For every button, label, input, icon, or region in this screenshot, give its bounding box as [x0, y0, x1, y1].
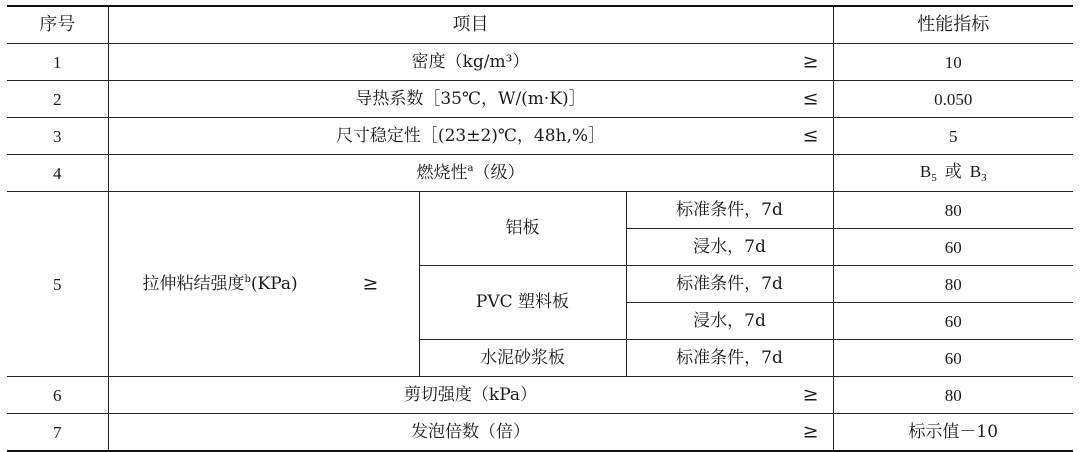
condition-cell: 标准条件，7d — [626, 340, 833, 377]
row-item-cell — [108, 377, 833, 414]
table-row — [7, 81, 1073, 118]
row-item-cell — [108, 81, 833, 118]
row-value: 5 — [833, 118, 1073, 155]
substrate-cement: 水泥砂浆板 — [419, 340, 626, 377]
row-item: 拉伸粘结强度 — [142, 274, 245, 294]
condition-cell: 标准条件，7d — [626, 192, 833, 229]
comparison-symbol: ≤ — [802, 124, 819, 147]
row-item: 燃烧性 — [416, 163, 468, 183]
row-no: 5 — [7, 192, 108, 377]
comparison-symbol: ≥ — [802, 420, 819, 443]
comparison-symbol: ≥ — [362, 272, 379, 295]
comparison-symbol: ≤ — [802, 87, 819, 110]
class-b3-subscript: 3 — [981, 171, 987, 184]
table-row — [7, 44, 1073, 81]
row-no: 2 — [7, 81, 108, 118]
footnote-marker: b — [244, 274, 251, 285]
comparison-symbol: ≥ — [802, 50, 819, 73]
row-value: 标示值－10 — [833, 414, 1073, 452]
or-word: 或 — [944, 161, 962, 182]
row-item-unit: （级） — [473, 163, 525, 183]
footnote-marker: a — [467, 163, 474, 174]
row-no: 1 — [7, 44, 108, 81]
row-no: 6 — [7, 377, 108, 414]
table-row — [7, 155, 1073, 192]
header-item: 项目 — [108, 6, 833, 44]
row-value: 80 — [833, 377, 1073, 414]
row-value: 80 — [833, 192, 1073, 229]
row-value: 80 — [833, 266, 1073, 303]
row-item: 导热系数［35℃，W/(m·K)］ — [355, 88, 586, 109]
row-item: 尺寸稳定性［(23±2)℃，48h,%］ — [335, 125, 606, 146]
comparison-symbol: ≥ — [802, 383, 819, 406]
performance-spec-table — [7, 5, 1073, 452]
substrate-aluminum: 铝板 — [419, 192, 626, 266]
substrate-pvc: PVC 塑料板 — [419, 266, 626, 340]
row-item-cell — [108, 44, 833, 81]
row-item: 密度（kg/m³） — [411, 51, 530, 72]
table-row — [7, 118, 1073, 155]
bond-strength-label — [143, 275, 298, 293]
row-item-cell — [108, 118, 833, 155]
row-value — [833, 155, 1073, 192]
table-header-row — [7, 6, 1073, 44]
header-no: 序号 — [7, 6, 108, 44]
table-row — [7, 377, 1073, 414]
condition-cell: 浸水，7d — [626, 229, 833, 266]
row-no: 7 — [7, 414, 108, 452]
row-value: 0.050 — [833, 81, 1073, 118]
class-b3: B — [969, 161, 982, 181]
table-row — [7, 192, 1073, 229]
row-no: 3 — [7, 118, 108, 155]
condition-cell: 浸水，7d — [626, 303, 833, 340]
row-value: 60 — [833, 303, 1073, 340]
row-item-cell — [108, 414, 833, 452]
table-row — [7, 414, 1073, 452]
row-no: 4 — [7, 155, 108, 192]
row-item-cell — [108, 155, 833, 192]
row-item-cell — [108, 192, 419, 377]
row-value: 60 — [833, 229, 1073, 266]
row-item-unit: (KPa) — [250, 274, 298, 294]
row-item: 发泡倍数（倍） — [411, 421, 530, 442]
row-item: 剪切强度（kPa） — [403, 384, 538, 405]
row-value: 10 — [833, 44, 1073, 81]
row-value: 60 — [833, 340, 1073, 377]
class-b5: B — [919, 161, 932, 181]
condition-cell: 标准条件，7d — [626, 266, 833, 303]
class-b5-subscript: 5 — [931, 171, 937, 184]
header-value: 性能指标 — [833, 6, 1073, 44]
